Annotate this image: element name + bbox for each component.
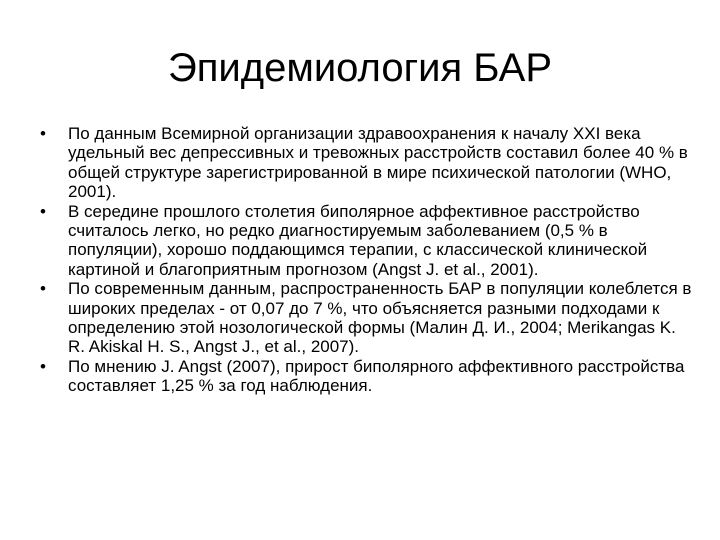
bullet-text: В середине прошлого столетия биполярное аффективное расстройство считалось легко, но редко диагностируемым заболеванием (0,5 % в популяции), хорошо поддающимся терапии, с классической клинической картиной и благоприятным прогнозом (Angst J. et al., 2001). xyxy=(68,201,648,279)
bullet-text: По данным Всемирной организации здравоохранения к началу XXI века удельный вес депрессивных и тревожных расстройств составил более 40 % в общей структуре зарегистрированной в мире психической патологии (WHO, 2001). xyxy=(68,124,688,202)
bullet-text: По современным данным, распространенность БАР в популяции колеблется в широких пределах - от 0,07 до 7 %, что объясняется разными подходами к определению этой нозологической формы (Малин Д. И., 2004; Merikangas K. R. Akiskal H. S., Angst J., et al., 2007). xyxy=(68,279,692,357)
bullet-icon: • xyxy=(40,124,46,143)
bullet-icon: • xyxy=(40,356,46,376)
bullet-text: По мнению J. Angst (2007), прирост биполярного аффективного расстройства составляет 1,25 % за год наблюдения. xyxy=(68,356,685,396)
bullet-item xyxy=(36,202,696,280)
bullet-item xyxy=(36,279,696,357)
slide-title: Эпидемиология БАР xyxy=(167,46,553,90)
bullet-icon: • xyxy=(40,201,46,221)
bullet-item xyxy=(36,124,696,202)
bullet-list xyxy=(36,124,696,396)
bullet-item xyxy=(36,357,696,396)
bullet-icon: • xyxy=(40,279,46,299)
